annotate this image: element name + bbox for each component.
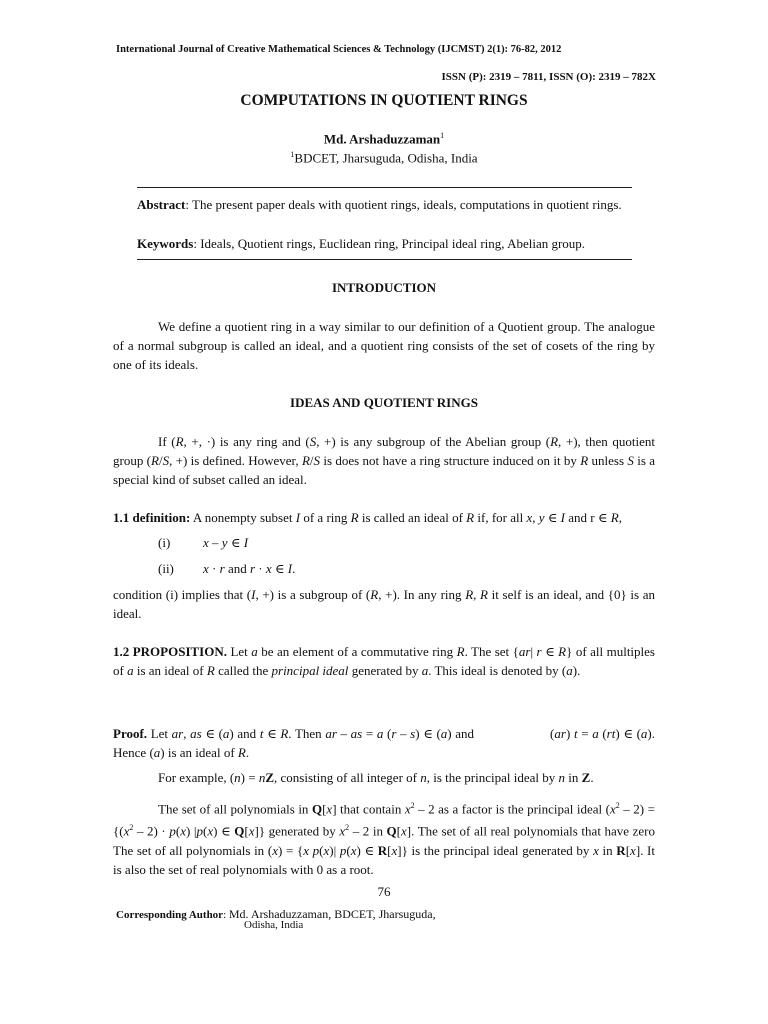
keywords-block [137, 234, 632, 253]
page-number: 76 [377, 884, 391, 899]
keywords-text: : Ideals, Quotient rings, Euclidean ring, Principal ideal ring, Abelian group. [193, 236, 586, 251]
introduction-paragraph: We define a quotient ring in a way similar to our definition of a Quotient group. The analogue of a normal subgroup is called an ideal, and a quotient ring consists of the set of cosets of the ring by one of its ideals. [113, 319, 655, 372]
affiliation-line [0, 150, 768, 166]
keywords-label: Keywords [137, 236, 194, 251]
item-ii-condition: x · r and r · x ∈ I. [203, 561, 296, 576]
affiliation-superscript: 1 [290, 150, 295, 159]
definition-label: 1.1 definition: [113, 510, 191, 525]
proof-paragraph: Proof. Let ar, as ∈ (a) and t ∈ R. Then ar – as = a (r – s) ∈ (a) and (ar) t = a (rt) ∈ (a). Hence (a) is an ideal of R. [113, 726, 655, 760]
ideas-paragraph: If (R, +, ·) is any ring and (S, +) is any subgroup of the Abelian group (R, +), then quotient group (R/S, +) is defined. However, R/S is does not have a ring structure induced on it by R unless S is a special kind of subset called an ideal. [113, 434, 655, 487]
abstract-top-rule [137, 187, 632, 188]
author-superscript: 1 [440, 131, 445, 140]
corresponding-author-line1: Md. Arshaduzzaman, BDCET, Jharsuguda, [228, 907, 436, 921]
item-i-label: (i) [158, 535, 171, 550]
issn-line: ISSN (P): 2319 – 7811, ISSN (O): 2319 – 782X [441, 71, 656, 83]
author-line [0, 131, 768, 147]
abstract-text: : The present paper deals with quotient rings, ideals, computations in quotient rings. [185, 197, 622, 212]
journal-header: International Journal of Creative Mathematical Sciences & Technology (IJCMST) 2(1): 76-82, 2012 [116, 44, 562, 55]
abstract-block [137, 195, 632, 214]
condition-paragraph: condition (i) implies that (I, +) is a subgroup of (R, +). In any ring R, R it self is an ideal, and {0} is an ideal. [113, 587, 656, 621]
item-i-condition: x – y ∈ I [203, 535, 249, 550]
proposition-label: 1.2 PROPOSITION. [113, 644, 227, 659]
proof-label: Proof. [113, 726, 148, 741]
item-ii-label: (ii) [158, 561, 174, 576]
example-paragraph: For example, (n) = nZ, consisting of all integer of n, is the principal ideal by n in Z. [158, 770, 594, 785]
polynomial-paragraph: The set of all polynomials in Q[x] that contain $x^2 - 2$ as a factor is the principal ideal $(x^2 - 2) = \{(x^2 - 2) \cdot p(x)$ |p(x) ∈ Q[x]} generated by $x^2 - 2$ in Q[x]. The set of all real polynomials that have zero The set of all polynomials in (x) = {x p(x)| p(x) ∈ R[x]} is the principal ideal generated by x in R[x]. It is also the set of real polynomials with 0 as a root. [113, 801, 655, 877]
ideas-heading: IDEAS AND QUOTIENT RINGS [290, 395, 478, 410]
abstract-bottom-rule [137, 259, 632, 260]
proposition-paragraph: 1.2 PROPOSITION. Let a be an element of a commutative ring R. The set {ar| r ∈ R} of all multiples of a is an ideal of R called the principal ideal generated by a. This ideal is denoted by (a). [113, 644, 655, 678]
abstract-label: Abstract [137, 197, 186, 212]
affiliation-text: BDCET, Jharsuguda, Odisha, India [294, 150, 478, 166]
corresponding-author-line2: Odisha, India [244, 919, 304, 931]
introduction-heading: INTRODUCTION [331, 280, 436, 295]
paper-title: COMPUTATIONS IN QUOTIENT RINGS [240, 92, 528, 109]
corresponding-author: Corresponding Author: Md. Arshaduzzaman, BDCET, Jharsuguda, [116, 907, 436, 921]
author-name: Md. Arshaduzzaman [323, 131, 441, 147]
corresponding-author-label: Corresponding Author [116, 909, 224, 921]
definition-paragraph: 1.1 definition: A nonempty subset I of a ring R is called an ideal of R if, for all x, y ∈ I and r ∈ R, [113, 510, 622, 525]
